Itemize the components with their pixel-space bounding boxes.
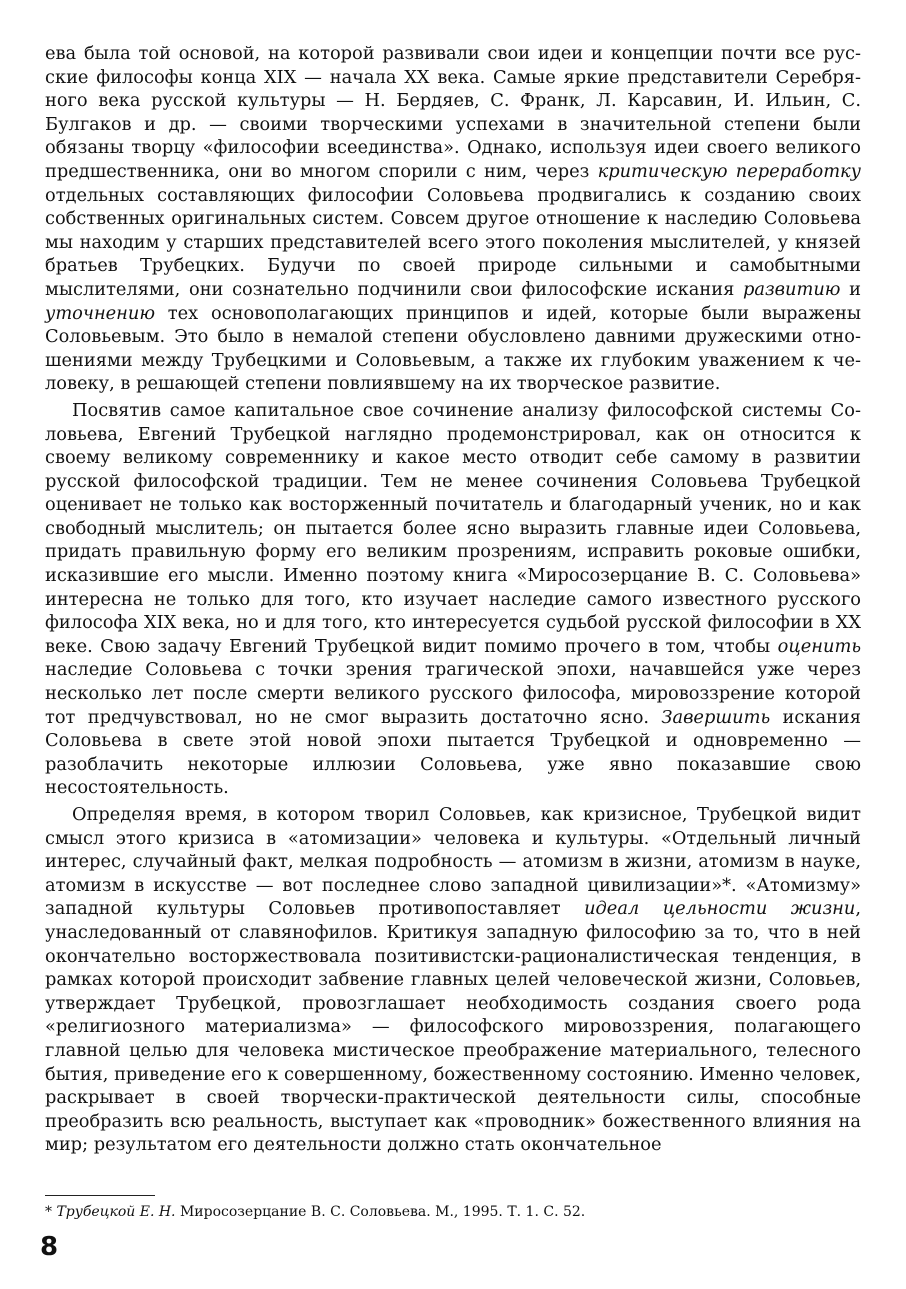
- paragraph-2-text-1: Посвятив самое капитальное свое сочинение анализу философской системы Соловьева, Евгений Трубецкой наглядно продемонстрировал, как он относится к своему великому современнику и какое место отводит себе самому в развитии русской философской традиции. Тем не менее сочинения Соловьева Трубецкой оценивает не только как восторженный почитатель и благодарный ученик, но и как свободный мыслитель; он пытается более ясно выразить главные идеи Соловьева, придать правильную форму его великим прозрениям, исправить роковые ошибки, исказившие его мысли. Именно поэтому книга «Миросозерцание В. С. Соловьева» интересна не только для того, кто изучает наследие самого известного русского философа XIX века, но и для того, кто интересуется судьбой русской философии в XX веке. Свою задачу Евгений Трубецкой видит помимо прочего в том, чтобы: [45, 399, 861, 657]
- paragraph-1-emphasis-1: критическую переработку: [597, 160, 861, 182]
- footnote-marker: *: [45, 1204, 57, 1220]
- footnote: [45, 1203, 861, 1221]
- footnote-author: Трубецкой Е. Н.: [56, 1204, 176, 1220]
- paragraph-3-emphasis-1: идеал цельности жизни: [584, 898, 856, 920]
- paragraph-2-text-2: наследие Соловьева с точки зрения трагической эпохи, начавшейся уже через несколько лет после смерти великого русского философа, мировоззрение которой тот предчувствовал, но не смог выразить достаточно ясно.: [45, 659, 861, 728]
- paragraph-2-emphasis-2: Завершить: [661, 706, 771, 728]
- paragraph-2: [45, 399, 861, 800]
- paragraph-3: [45, 803, 861, 1157]
- paragraph-2-emphasis-1: оценить: [777, 635, 861, 657]
- paragraph-1-text-2: отдельных составляющих философии Соловьева продвигались к созданию своих собственных оригинальных систем. Совсем другое отношение к наследию Соловьева мы находим у старших представителей всего этого поколения мыслителей, у князей братьев Трубецких. Будучи по своей природе сильными и самобытными мыслителями, они сознательно подчинили свои философские искания: [45, 184, 861, 300]
- paragraph-1: [45, 42, 861, 396]
- paragraph-3-text-2: , унаследованный от славянофилов. Критикуя западную философию за то, что в ней окончательно восторжествовала позитивистски-рационалистическая тенденция, в рамках которой происходит забвение главных целей человеческой жизни, Соловьев, утверждает Трубецкой, провозглашает необходимость создания своего рода «религиозного материализма» — философского мировоззрения, полагающего главной целью для человека мистическое преображение материального, телесного бытия, приведение его к совершенному, божественному состоянию. Именно человек, раскрывает в своей творчески-практической деятельности силы, способные преобразить всю реальность, выступает как «проводник» божественного влияния на мир; результатом его деятельности должно стать окончательное: [45, 898, 861, 1156]
- paragraph-1-emphasis-3: уточнению: [45, 302, 155, 324]
- paragraph-1-text-4: тех основополагающих принципов и идей, которые были выражены Соловьевым. Это было в немалой степени обусловлено давними дружескими отношениями между Трубецкими и Соловьевым, а также их глубоким уважением к человеку, в решающей степени повлиявшему на их творческое развитие.: [45, 302, 861, 395]
- paragraph-2-text-3: искания Соловьева в свете этой новой эпохи пытается Трубецкой и одновременно — разоблачить некоторые иллюзии Соловьева, уже явно показавшие свою несостоятельность.: [45, 706, 861, 799]
- paragraph-3-text-1: Определяя время, в котором творил Соловьев, как кризисное, Трубецкой видит смысл этого кризиса в «атомизации» человека и культуры. «Отдельный личный интерес, случайный факт, мелкая подробность — атомизм в жизни, атомизм в науке, атомизм в искусстве — вот последнее слово западной цивилизации»*. «Атомизму» западной культуры Соловьев противопоставляет: [45, 804, 861, 920]
- paragraph-1-text-3: и: [840, 278, 861, 300]
- page-body: [45, 42, 861, 1157]
- footnote-divider: [45, 1195, 155, 1196]
- paragraph-1-emphasis-2: развитию: [742, 278, 841, 300]
- footnote-text: Миросозерцание В. С. Соловьева. М., 1995. Т. 1. С. 52.: [175, 1204, 586, 1220]
- paragraph-1-text-1: ева была той основой, на которой развивали свои идеи и концепции почти все русские философы конца XIX — начала XX века. Самые яркие представители Серебряного века русской культуры — Н. Бердяев, С. Франк, Л. Карсавин, И. Ильин, С. Булгаков и др. — своими творческими успехами в значительной степени были обязаны творцу «философии всеединства». Однако, используя идеи своего великого предшественника, они во многом спорили с ним, через: [45, 43, 861, 182]
- page-number: 8: [40, 1232, 59, 1262]
